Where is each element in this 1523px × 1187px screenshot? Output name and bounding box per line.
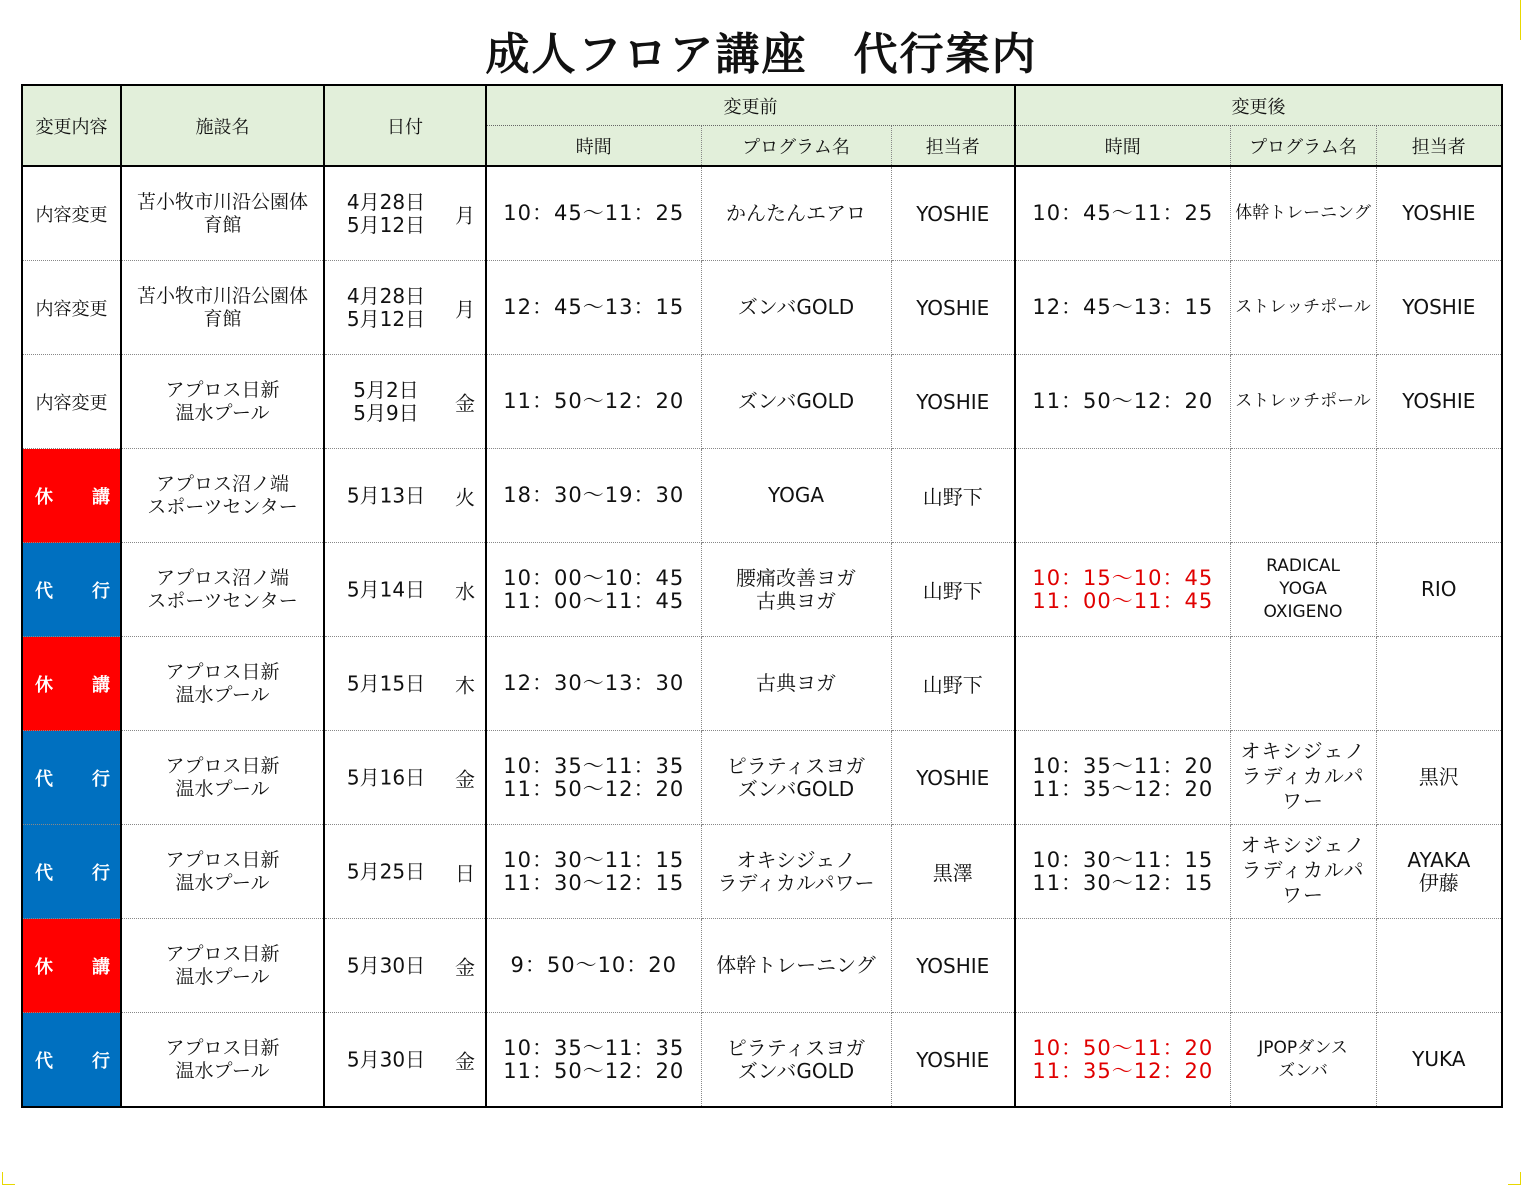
before-staff-cell-text: 山野下: [922, 673, 983, 697]
weekday: 金: [455, 955, 475, 979]
before-time-cell-text: 11：50～12：20: [503, 389, 685, 413]
change-type-cell: [22, 731, 121, 825]
page-corner-mark-left: [2, 1172, 15, 1185]
after-time-cell-text: 12：45～13：15: [1032, 295, 1214, 319]
weekday: 金: [455, 767, 475, 791]
page-edge-mark: [1520, 0, 1521, 40]
after-program-cell: [1230, 261, 1376, 355]
after-staff-cell-text: AYAKA 伊藤: [1407, 847, 1471, 895]
change-type-cell: [22, 919, 121, 1013]
change-type-cell: [22, 166, 121, 261]
after-time-cell: [1015, 543, 1230, 637]
header-before-program: プログラム名: [701, 126, 891, 167]
weekday: 木: [455, 673, 475, 697]
header-after: 変更後: [1015, 85, 1502, 126]
before-program-cell: [701, 166, 891, 261]
after-program-cell-text: オキシジェノ ラディカルパ ワー: [1240, 739, 1366, 813]
substitute-tag: [23, 859, 120, 885]
before-staff-cell-text: YOSHIE: [916, 295, 990, 320]
change-type-label: 内容変更: [35, 298, 108, 320]
facility-cell: [121, 919, 324, 1013]
header-after-program: プログラム名: [1230, 126, 1376, 167]
facility-cell: [121, 731, 324, 825]
facility-cell: [121, 355, 324, 449]
tag-char-1: 代: [35, 1050, 53, 1072]
before-time-cell: [486, 637, 701, 731]
before-staff-cell-text: YOSHIE: [916, 953, 990, 978]
after-time-cell: [1015, 919, 1230, 1013]
before-program-cell: [701, 637, 891, 731]
before-program-cell-text: 古典ヨガ: [756, 671, 836, 695]
change-type-cell: [22, 825, 121, 919]
after-staff-cell-text: YOSHIE: [1402, 201, 1476, 225]
after-time-cell: [1015, 731, 1230, 825]
after-time-cell: [1015, 355, 1230, 449]
weekday: 金: [455, 1049, 475, 1073]
before-time-cell: [486, 543, 701, 637]
before-time-cell: [486, 825, 701, 919]
before-staff-cell: [891, 261, 1015, 355]
tag-char-2: 講: [92, 486, 110, 508]
before-program-cell-text: オキシジェノ ラディカルパワー: [717, 847, 875, 895]
after-program-cell: [1230, 166, 1376, 261]
before-time-cell-text: 10：35～11：35 11：50～12：20: [503, 1035, 685, 1083]
date-days: 5月15日: [346, 671, 426, 695]
tag-char-1: 代: [35, 862, 53, 884]
before-staff-cell-text: YOSHIE: [916, 201, 990, 226]
weekday: 火: [455, 485, 475, 509]
after-time-cell: [1015, 825, 1230, 919]
facility-cell: [121, 166, 324, 261]
cancel-tag: [23, 953, 120, 979]
table-row: [22, 1013, 1502, 1108]
before-program-cell: [701, 543, 891, 637]
after-program-cell-text: オキシジェノ ラディカルパ ワー: [1240, 833, 1366, 907]
weekday: 日: [455, 861, 475, 885]
date-cell: [324, 825, 486, 919]
after-staff-cell: [1376, 261, 1502, 355]
tag-char-1: 代: [35, 768, 53, 790]
date-cell: [324, 1013, 486, 1108]
after-staff-cell-text: RIO: [1421, 577, 1457, 601]
cancel-tag: [23, 671, 120, 697]
after-staff-cell: [1376, 825, 1502, 919]
before-time-cell-text: 12：30～13：30: [503, 671, 685, 695]
after-staff-cell-text: YOSHIE: [1402, 389, 1476, 413]
after-time-cell-text: 10：45～11：25: [1032, 201, 1214, 225]
after-time-cell-text: 10：35～11：20 11：35～12：20: [1032, 753, 1214, 801]
before-staff-cell-text: 黒澤: [932, 861, 973, 885]
facility-cell-text: アプロス日新 温水プール: [165, 848, 280, 894]
date-days: 4月28日 5月12日: [346, 283, 426, 331]
header-after-staff: 担当者: [1376, 126, 1502, 167]
before-staff-cell-text: YOSHIE: [916, 389, 990, 414]
before-staff-cell: [891, 637, 1015, 731]
after-program-cell: [1230, 637, 1376, 731]
change-type-label: 内容変更: [35, 392, 108, 414]
facility-cell-text: アプロス沼ノ端 スポーツセンター: [147, 472, 298, 518]
facility-cell: [121, 449, 324, 543]
table-row: [22, 825, 1502, 919]
before-program-cell: [701, 825, 891, 919]
before-staff-cell: [891, 355, 1015, 449]
tag-char-2: 行: [92, 768, 110, 790]
after-time-cell: [1015, 261, 1230, 355]
before-staff-cell: [891, 449, 1015, 543]
after-time-cell: [1015, 637, 1230, 731]
before-staff-cell: [891, 166, 1015, 261]
before-program-cell-text: YOGA: [767, 483, 825, 507]
date-days: 5月25日: [346, 859, 426, 883]
header-type: 変更内容: [22, 85, 121, 166]
after-program-cell-text: 体幹トレーニング: [1235, 203, 1371, 223]
after-staff-cell: [1376, 355, 1502, 449]
date-cell: [324, 261, 486, 355]
change-type-cell: [22, 637, 121, 731]
before-staff-cell: [891, 731, 1015, 825]
date-days: 5月2日 5月9日: [353, 377, 419, 425]
before-time-cell-text: 10：35～11：35 11：50～12：20: [503, 753, 685, 801]
after-time-cell-text: 11：50～12：20: [1032, 389, 1214, 413]
date-days: 5月16日: [346, 765, 426, 789]
before-time-cell: [486, 449, 701, 543]
table-row: [22, 355, 1502, 449]
page-title: 成人フロア講座 代行案内: [485, 29, 1038, 80]
after-staff-cell: [1376, 637, 1502, 731]
date-cell: [324, 637, 486, 731]
after-time-cell: [1015, 166, 1230, 261]
before-time-cell-text: 18：30～19：30: [503, 483, 685, 507]
after-time-cell-text: 10：30～11：15 11：30～12：15: [1032, 847, 1214, 895]
date-cell: [324, 731, 486, 825]
before-program-cell-text: 体幹トレーニング: [716, 953, 876, 977]
tag-char-2: 行: [92, 580, 110, 602]
after-time-cell-text: 10：50～11：20 11：35～12：20: [1032, 1035, 1214, 1083]
after-program-cell: [1230, 1013, 1376, 1108]
before-time-cell-text: 10：30～11：15 11：30～12：15: [503, 847, 685, 895]
change-type-cell: [22, 261, 121, 355]
after-program-cell-text: ストレッチポール: [1235, 297, 1371, 317]
after-program-cell-text: ストレッチポール: [1235, 391, 1371, 411]
before-program-cell: [701, 1013, 891, 1108]
before-time-cell-text: 12：45～13：15: [503, 295, 685, 319]
before-time-cell: [486, 261, 701, 355]
before-time-cell: [486, 731, 701, 825]
facility-cell-text: 苫小牧市川沿公園体 育館: [136, 284, 308, 330]
header-after-time: 時間: [1015, 126, 1230, 167]
schedule-table: [21, 84, 1503, 1108]
after-staff-cell: [1376, 166, 1502, 261]
tag-char-2: 行: [92, 1050, 110, 1072]
date-days: 4月28日 5月12日: [346, 189, 426, 237]
after-staff-cell: [1376, 1013, 1502, 1108]
before-staff-cell: [891, 543, 1015, 637]
after-staff-cell: [1376, 449, 1502, 543]
table-row: [22, 261, 1502, 355]
table-row: [22, 543, 1502, 637]
weekday: 水: [455, 579, 475, 603]
substitute-tag: [23, 577, 120, 603]
header-before-staff: 担当者: [891, 126, 1015, 167]
facility-cell-text: アプロス日新 温水プール: [165, 754, 280, 800]
tag-char-2: 講: [92, 956, 110, 978]
change-type-label: 内容変更: [35, 204, 108, 226]
before-time-cell: [486, 166, 701, 261]
facility-cell-text: アプロス沼ノ端 スポーツセンター: [147, 566, 298, 612]
before-time-cell-text: 10：45～11：25: [503, 201, 685, 225]
before-program-cell-text: かんたんエアロ: [726, 201, 866, 225]
change-type-cell: [22, 543, 121, 637]
before-staff-cell-text: 山野下: [922, 485, 983, 509]
date-cell: [324, 543, 486, 637]
before-program-cell: [701, 449, 891, 543]
before-staff-cell-text: YOSHIE: [916, 1047, 990, 1072]
before-program-cell-text: ピラティスヨガ ズンバGOLD: [726, 753, 866, 801]
facility-cell-text: 苫小牧市川沿公園体 育館: [136, 190, 308, 236]
tag-char-1: 休: [35, 486, 53, 508]
tag-char-1: 代: [35, 580, 53, 602]
before-program-cell-text: ズンバGOLD: [737, 295, 855, 319]
before-program-cell: [701, 261, 891, 355]
table-row: [22, 449, 1502, 543]
before-program-cell: [701, 731, 891, 825]
before-time-cell: [486, 919, 701, 1013]
date-days: 5月30日: [346, 1047, 426, 1071]
date-days: 5月14日: [346, 577, 426, 601]
change-type-cell: [22, 355, 121, 449]
after-program-cell: [1230, 825, 1376, 919]
date-cell: [324, 166, 486, 261]
change-type-cell: [22, 1013, 121, 1108]
facility-cell: [121, 637, 324, 731]
header-before: 変更前: [486, 85, 1015, 126]
facility-cell: [121, 543, 324, 637]
after-program-cell-text: RADICAL YOGA OXIGENO: [1263, 556, 1343, 622]
table-row: [22, 637, 1502, 731]
header-before-time: 時間: [486, 126, 701, 167]
facility-cell: [121, 261, 324, 355]
substitute-tag: [23, 1047, 120, 1073]
header-facility: 施設名: [121, 85, 324, 166]
after-program-cell: [1230, 449, 1376, 543]
facility-cell-text: アプロス日新 温水プール: [165, 1036, 280, 1082]
weekday: 月: [455, 297, 475, 321]
after-program-cell: [1230, 543, 1376, 637]
facility-cell: [121, 825, 324, 919]
after-staff-cell: [1376, 543, 1502, 637]
facility-cell-text: アプロス日新 温水プール: [165, 942, 280, 988]
before-program-cell-text: ピラティスヨガ ズンバGOLD: [726, 1035, 866, 1083]
facility-cell-text: アプロス日新 温水プール: [165, 660, 280, 706]
date-days: 5月30日: [346, 953, 426, 977]
before-time-cell: [486, 1013, 701, 1108]
tag-char-2: 行: [92, 862, 110, 884]
after-staff-cell-text: YUKA: [1412, 1047, 1466, 1071]
date-cell: [324, 355, 486, 449]
date-cell: [324, 449, 486, 543]
date-cell: [324, 919, 486, 1013]
after-program-cell: [1230, 731, 1376, 825]
after-staff-cell-text: YOSHIE: [1402, 295, 1476, 319]
tag-char-1: 休: [35, 674, 53, 696]
before-time-cell-text: 9：50～10：20: [510, 953, 678, 977]
tag-char-2: 講: [92, 674, 110, 696]
before-staff-cell: [891, 1013, 1015, 1108]
page-corner-mark: [1508, 1172, 1521, 1185]
before-staff-cell-text: 山野下: [922, 579, 983, 603]
before-program-cell-text: 腰痛改善ヨガ 古典ヨガ: [736, 565, 856, 613]
date-days: 5月13日: [346, 483, 426, 507]
before-staff-cell: [891, 825, 1015, 919]
before-program-cell: [701, 355, 891, 449]
facility-cell: [121, 1013, 324, 1108]
weekday: 月: [455, 203, 475, 227]
after-staff-cell: [1376, 731, 1502, 825]
change-type-cell: [22, 449, 121, 543]
header-date: 日付: [324, 85, 486, 166]
after-time-cell: [1015, 449, 1230, 543]
after-program-cell: [1230, 919, 1376, 1013]
schedule-body: [22, 166, 1502, 1107]
tag-char-1: 休: [35, 956, 53, 978]
facility-cell-text: アプロス日新 温水プール: [165, 378, 280, 424]
cancel-tag: [23, 483, 120, 509]
table-row: [22, 166, 1502, 261]
before-staff-cell-text: YOSHIE: [916, 765, 990, 790]
table-row: [22, 731, 1502, 825]
after-staff-cell: [1376, 919, 1502, 1013]
before-staff-cell: [891, 919, 1015, 1013]
after-program-cell: [1230, 355, 1376, 449]
after-time-cell-text: 10：15～10：45 11：00～11：45: [1032, 565, 1214, 613]
table-row: [22, 919, 1502, 1013]
after-time-cell: [1015, 1013, 1230, 1108]
weekday: 金: [455, 391, 475, 415]
before-program-cell: [701, 919, 891, 1013]
substitute-tag: [23, 765, 120, 791]
after-staff-cell-text: 黒沢: [1418, 765, 1459, 789]
before-time-cell-text: 10：00～10：45 11：00～11：45: [503, 565, 685, 613]
after-program-cell-text: JPOPダンス ズンバ: [1258, 1037, 1348, 1081]
before-time-cell: [486, 355, 701, 449]
before-program-cell-text: ズンバGOLD: [737, 389, 855, 413]
